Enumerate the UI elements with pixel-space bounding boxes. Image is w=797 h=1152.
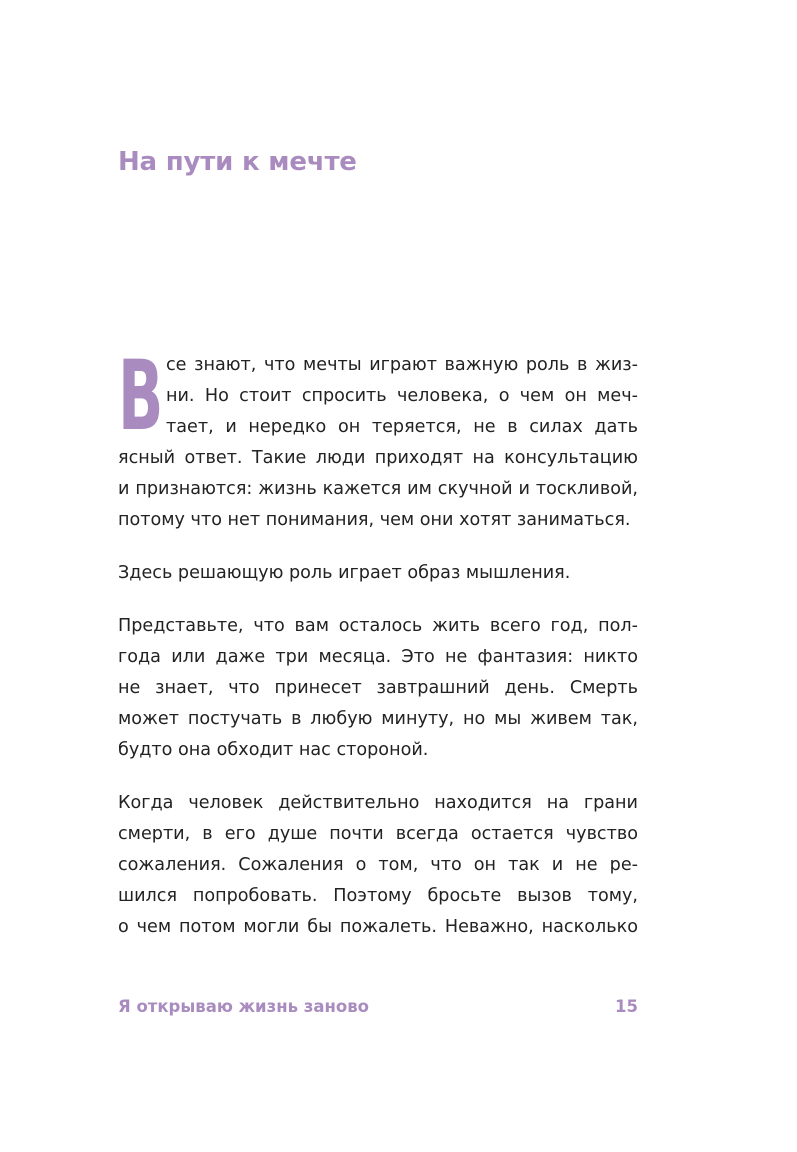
- text-line: о чем потом могли бы пожалеть. Неважно, насколько: [118, 917, 638, 937]
- text-line: года или даже три месяца. Это не фантазия: никто: [118, 647, 638, 667]
- paragraph: [118, 611, 638, 766]
- text-line: сожаления. Сожаления о том, что он так и не ре-: [118, 855, 638, 875]
- drop-cap-letter: В: [118, 340, 164, 452]
- text-line: не знает, что принесет завтрашний день. Смерть: [118, 678, 638, 698]
- paragraph-spacer: [118, 589, 638, 611]
- text-line: и признаются: жизнь кажется им скучной и тоскливой,: [118, 479, 638, 499]
- paragraph: [118, 558, 638, 589]
- paragraph: [118, 340, 638, 536]
- text-line: может постучать в любую минуту, но мы живем так,: [118, 709, 638, 729]
- text-line: потому что нет понимания, чем они хотят заниматься.: [118, 510, 631, 530]
- paragraph: [118, 788, 638, 943]
- running-footer-book-title: Я открываю жизнь заново: [118, 997, 370, 1016]
- text-line: ясный ответ. Такие люди приходят на консультацию: [118, 448, 638, 468]
- text-line: ни. Но стоит спросить человека, о чем он меч-: [166, 386, 638, 406]
- text-line: Представьте, что вам осталось жить всего год, пол-: [118, 616, 638, 636]
- text-line: шился попробовать. Поэтому бросьте вызов тому,: [118, 886, 638, 906]
- text-line: Здесь решающую роль играет образ мышления.: [118, 563, 571, 583]
- text-line: Когда человек действительно находится на грани: [118, 793, 638, 813]
- page-number: 15: [615, 997, 638, 1016]
- text-line: се знают, что мечты играют важную роль в жиз-: [166, 355, 638, 375]
- body-text: [118, 340, 638, 943]
- chapter-title: На пути к мечте: [118, 147, 357, 177]
- text-line: будто она обходит нас стороной.: [118, 740, 429, 760]
- paragraph-spacer: [118, 536, 638, 558]
- text-line: смерти, в его душе почти всегда остается чувство: [118, 824, 638, 844]
- text-line: тает, и нередко он теряется, не в силах дать: [166, 417, 638, 437]
- paragraph-spacer: [118, 766, 638, 788]
